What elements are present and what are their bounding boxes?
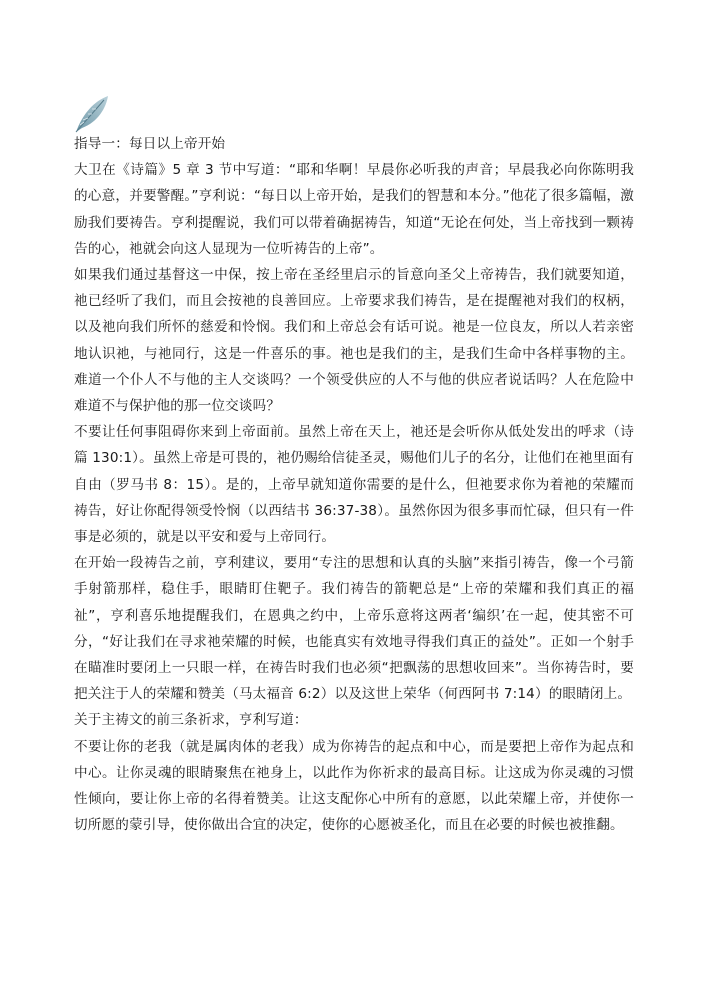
document-body xyxy=(74,131,634,838)
paragraph: 在开始一段祷告之前，亨利建议，要用“专注的思想和认真的头脑”来指引祷告，像一个弓箭手射箭那样，稳住手，眼睛盯住靶子。我们祷告的箭靶总是“上帝的荣耀和我们真正的福祉”，亨利喜乐地提醒我们，在恩典之约中，上帝乐意将这两者‘编织’在一起，使其密不可分，“好让我们在寻求祂荣耀的时候，也能真实有效地寻得我们真正的益处”。正如一个射手在瞄准时要闭上一只眼一样，在祷告时我们也必须“把飘荡的思想收回来”。当你祷告时，要把关注于人的荣耀和赞美（马太福音 6:2）以及这世上荣华（何西阿书 7:14）的眼睛闭上。 xyxy=(74,555,634,703)
paragraph: 大卫在《诗篇》5 章 3 节中写道：“耶和华啊！早晨你必听我的声音；早晨我必向你陈明我的心意，并要警醒。”亨利说：“每日以上帝开始，是我们的智慧和本分。”他花了很多篇幅，激励我们要祷告。亨利提醒说，我们可以带着确据祷告，知道“无论在何处，当上帝找到一颗祷告的心，祂就会向这人显现为一位听祷告的上帝”。 xyxy=(74,162,634,257)
paragraph: 关于主祷文的前三条祈求，亨利写道： xyxy=(74,712,308,729)
section-heading: 指导一：每日以上帝开始 xyxy=(74,136,226,152)
paragraph: 如果我们通过基督这一中保，按上帝在圣经里启示的旨意向圣父上帝祷告，我们就要知道，祂已经听了我们，而且会按祂的良善回应。上帝要求我们祷告，是在提醒祂对我们的权柄，以及祂向我们所怀的慈爱和怜悯。我们和上帝总会有话可说。祂是一位良友，所以人若亲密地认识祂，与祂同行，这是一件喜乐的事。祂也是我们的主，是我们生命中各样事物的主。难道一个仆人不与他的主人交谈吗？一个领受供应的人不与他的供应者说话吗？人在危险中难道不与保护他的那一位交谈吗？ xyxy=(74,267,634,415)
paragraph: 不要让任何事阻碍你来到上帝面前。虽然上帝在天上，祂还是会听你从低处发出的呼求（诗篇 130:1）。虽然上帝是可畏的，祂仍赐给信徒圣灵，赐他们儿子的名分，让他们在祂里面有自由（罗马书 8：15）。是的，上帝早就知道你需要的是什么，但祂要求你为着祂的荣耀而祷告，好让你配得领受怜悯（以西结书 36:37-38）。虽然你因为很多事而忙碌，但只有一件事是必须的，就是以平安和爱与上帝同行。 xyxy=(74,424,634,546)
feather-icon xyxy=(70,92,114,136)
quote-paragraph: 不要让你的老我（就是属肉体的老我）成为你祷告的起点和中心，而是要把上帝作为起点和中心。让你灵魂的眼睛聚焦在祂身上，以此作为你祈求的最高目标。让这成为你灵魂的习惯性倾向，要让你上帝的名得着赞美。让这支配你心中所有的意愿，以此荣耀上帝，并使你一切所愿的蒙引导，使你做出合宜的决定，使你的心愿被圣化，而且在必要的时候也被推翻。 xyxy=(74,738,634,834)
